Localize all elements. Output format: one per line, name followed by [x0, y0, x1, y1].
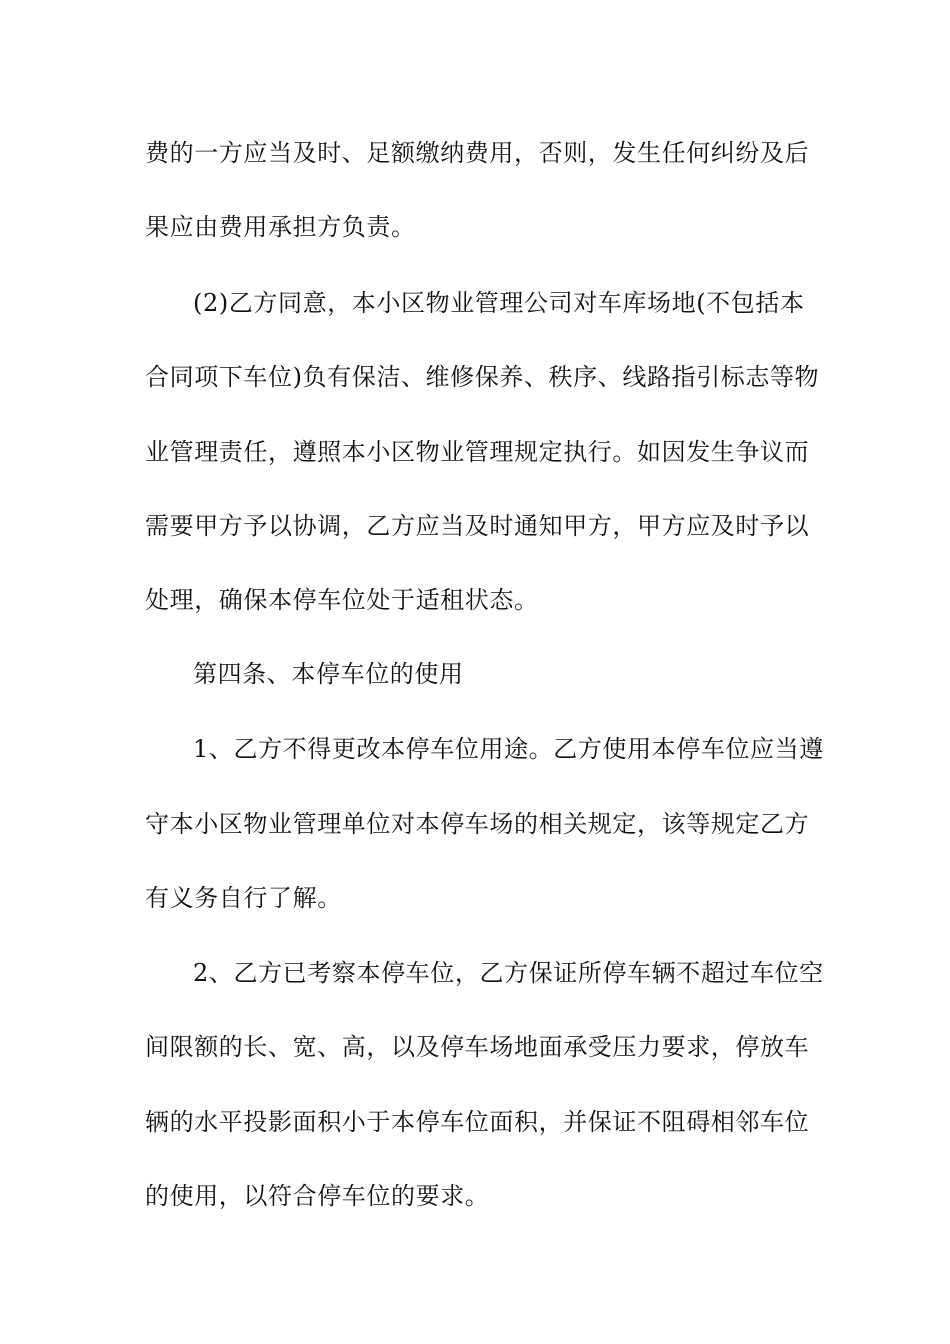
text-line: 需要甲方予以协调，乙方应当及时通知甲方，甲方应及时予以 [145, 512, 810, 540]
paragraph-2-start: (2)乙方同意，本小区物业管理公司对车库场地(不包括本 [193, 289, 805, 317]
text-line: 果应由费用承担方负责。 [145, 213, 416, 241]
item-1-start: 1、乙方不得更改本停车位用途。乙方使用本停车位应当遵 [193, 735, 824, 763]
text-line: 费的一方应当及时、足额缴纳费用，否则，发生任何纠纷及后 [145, 139, 810, 167]
text-line: 辆的水平投影面积小于本停车位面积，并保证不阻碍相邻车位 [145, 1108, 810, 1136]
item-2-start: 2、乙方已考察本停车位，乙方保证所停车辆不超过车位空 [193, 959, 824, 987]
text-line: 间限额的长、宽、高，以及停车场地面承受压力要求，停放车 [145, 1033, 810, 1061]
text-line: 有义务自行了解。 [145, 884, 342, 912]
section-heading-article-4: 第四条、本停车位的使用 [193, 660, 464, 688]
text-line: 的使用，以符合停车位的要求。 [145, 1182, 490, 1210]
text-line: 处理，确保本停车位处于适租状态。 [145, 586, 539, 614]
text-line: 守本小区物业管理单位对本停车场的相关规定，该等规定乙方 [145, 810, 810, 838]
text-line: 合同项下车位)负有保洁、维修保养、秩序、线路指引标志等物 [145, 363, 820, 391]
text-line: 业管理责任，遵照本小区物业管理规定执行。如因发生争议而 [145, 438, 810, 466]
